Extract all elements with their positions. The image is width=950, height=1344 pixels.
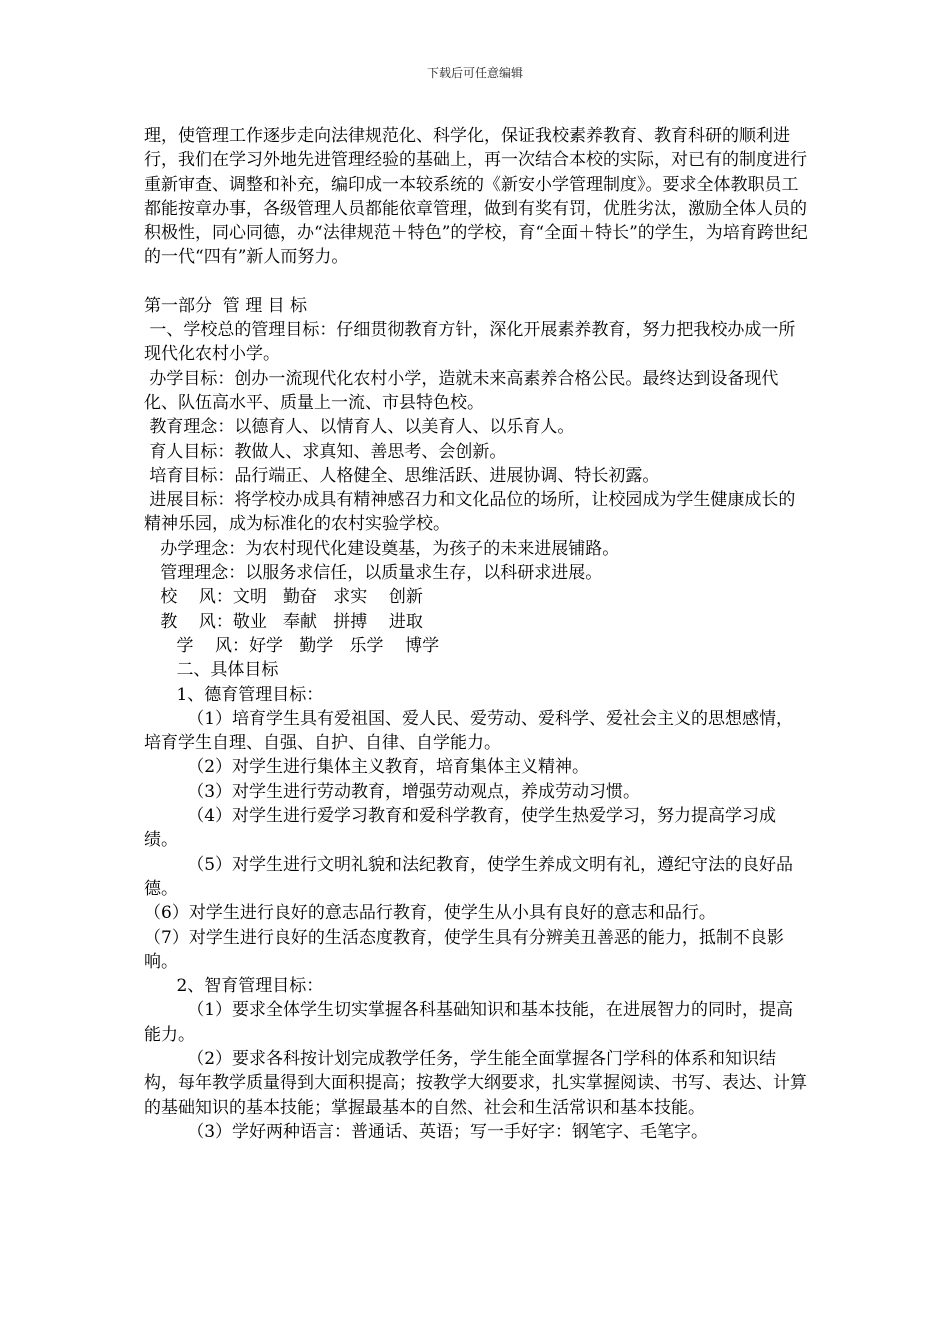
overall-goal: 一、学校总的管理目标：仔细贯彻教育方针，深化开展素养教育，努力把我校办成一所现代化农村小学。 — [144, 320, 796, 365]
school-philosophy: 办学理念：为农村现代化建设奠基，为孩子的未来进展铺路。 — [144, 538, 620, 559]
management-philosophy: 管理理念：以服务求信任，以质量求生存，以科研求进展。 — [144, 563, 603, 584]
moral-item-1: （1）培育学生具有爱祖国、爱人民、爱劳动、爱科学、爱社会主义的思想感情，培育学生自理、自强、自护、自律、自学能力。 — [144, 708, 794, 754]
moral-item-7: （7）对学生进行良好的生活态度教育，使学生具有分辨美丑善恶的能力，抵制不良影响。 — [144, 927, 784, 972]
education-philosophy: 教育理念：以德育人、以情育人、以美育人、以乐育人。 — [144, 417, 575, 438]
cultivation-goal: 培育目标：品行端正、人格健全、思维活跃、进展协调、特长初露。 — [144, 465, 660, 486]
development-goal: 进展目标：将学校办成具有精神感召力和文化品位的场所，让校园成为学生健康成长的精神乐园，成为标准化的农村实验学校。 — [144, 490, 796, 535]
intro-paragraph: 理，使管理工作逐步走向法律规范化、科学化，保证我校素养教育、教育科研的顺利进行，我们在学习外地先进管理经验的基础上，再一次结合本校的实际，对已有的制度进行重新审查、调整和补充，编印成一本较系统的《新安小学管理制度》。要求全体教职员工都能按章办事，各级管理人员都能依章管理，做到有奖有罚，优胜劣汰，激励全体人员的积极性，同心同德，办“法律规范＋特色”的学校，育“全面＋特长”的学生，为培育跨世纪的一代“四有”新人而努力。 — [144, 126, 808, 268]
study-motto: 学 风：好学 勤学 乐学 博学 — [144, 635, 440, 656]
intellectual-item-2: （2）要求各科按计划完成教学任务，学生能全面掌握各门学科的体系和知识结构，每年教学质量得到大面积提高；按教学大纲要求，扎实掌握阅读、书写、表达、计算的基础知识的基本技能；掌握最基本的自然、社会和生活常识和基本技能。 — [144, 1048, 807, 1118]
moral-item-3: （3）对学生进行劳动教育，增强劳动观点，养成劳动习惯。 — [144, 781, 641, 802]
moral-item-2: （2）对学生进行集体主义教育，培育集体主义精神。 — [144, 757, 590, 778]
school-goal: 办学目标：创办一流现代化农村小学，造就未来高素养合格公民。最终达到设备现代化、队伍高水平、质量上一流、市县特色校。 — [144, 368, 779, 413]
school-motto: 校 风：文明 勤奋 求实 创新 — [144, 587, 423, 608]
intellectual-item-3: （3）学好两种语言：普通话、英语；写一手好字：钢笔字、毛笔字。 — [144, 1121, 709, 1142]
moral-item-4: （4）对学生进行爱学习教育和爱科学教育，使学生热爱学习，努力提高学习成绩。 — [144, 806, 777, 851]
nurture-goal: 育人目标：教做人、求真知、善思考、会创新。 — [144, 441, 507, 462]
moral-goals-heading: 1、德育管理目标： — [144, 684, 324, 705]
intellectual-goals-heading: 2、智育管理目标： — [144, 976, 324, 997]
moral-item-6: （6）对学生进行良好的意志品行教育，使学生从小具有良好的意志和品行。 — [144, 903, 716, 924]
document-body — [144, 124, 808, 1144]
section-title: 第一部分 管 理 目 标 — [144, 295, 308, 316]
intellectual-item-1: （1）要求全体学生切实掌握各科基础知识和基本技能，在进展智力的同时，提高能力。 — [144, 1000, 794, 1045]
specific-goals-heading: 二、具体目标 — [144, 660, 279, 681]
moral-item-5: （5）对学生进行文明礼貌和法纪教育，使学生养成文明有礼，遵纪守法的良好品德。 — [144, 854, 794, 899]
page-header: 下载后可任意编辑 — [426, 66, 523, 80]
teaching-motto: 教 风：敬业 奉献 拼搏 进取 — [144, 611, 423, 632]
